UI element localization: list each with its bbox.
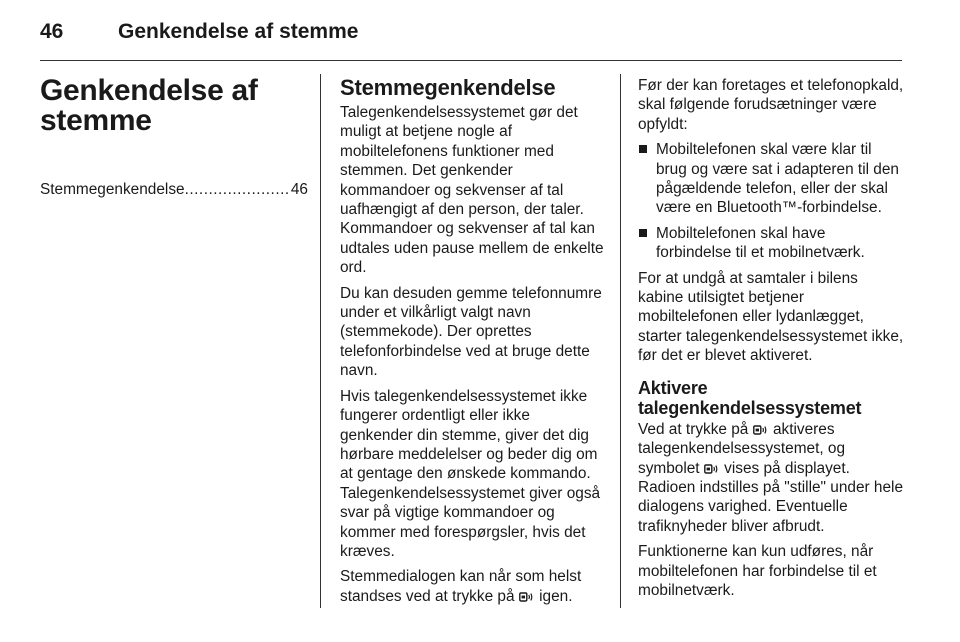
chapter-column <box>40 76 308 199</box>
list-item-text: Mobiltelefonen skal have forbindelse til et mobilnetværk. <box>656 224 865 262</box>
toc-entry-label: Stemmegenkendelse <box>40 181 185 198</box>
content-column-2 <box>340 76 606 612</box>
toc-entry-page: 46 <box>290 181 308 198</box>
subsection-title: Aktivere talegenkendelsessystemet <box>638 377 862 418</box>
page-number: 46 <box>40 20 64 43</box>
page-header <box>40 16 920 52</box>
paragraph: Du kan desuden gemme telefonnumre under et vilkårligt valgt navn (stemmekode). Der oprettes telefonforbindelse ved at bruge dette navn. <box>340 284 602 380</box>
paragraph-text: Stemmedialogen kan når som helst standses ved at trykke på <box>340 568 582 605</box>
paragraph: Hvis talegenkendelsessystemet ikke fungerer ordentligt eller ikke genkender din stemme, giver det dig hørbare meddelelser og beder dig om at gentage den ønskede kommando. Talegenkendelsessystemet giver også svar på vigtige kommandoer og kommer med forespørgsler, hvis det kræves. <box>340 387 601 560</box>
toc-leader-dots <box>185 180 291 199</box>
square-bullet-icon <box>639 229 647 237</box>
paragraph-text: vises på displayet. Radioen indstilles på "stille" under hele dialogens varighed. Eventuelle trafiknyheder bliver afbrudt. <box>638 459 904 535</box>
bullet-list <box>638 140 904 262</box>
voice-control-icon <box>704 463 720 475</box>
paragraph: For at undgå at samtaler i bilens kabine utilsigtet betjener mobiltelefonen eller lydanlægget, starter talegenkendelsessystemet ikke, før det er blevet aktiveret. <box>638 269 904 365</box>
paragraph-text: igen. <box>539 587 573 605</box>
paragraph-text: Ved at trykke på <box>638 420 749 438</box>
paragraph: Funktionerne kan kun udføres, når mobiltelefonen har forbindelse til et mobilnetværk. <box>638 543 877 599</box>
square-bullet-icon <box>639 145 647 153</box>
column-divider-1 <box>320 74 321 608</box>
paragraph <box>340 567 606 606</box>
list-item-text: Mobiltelefonen skal være klar til brug og være sat i adapteren til den pågældende telefon, eller der skal være en Bluetooth™-forbindelse. <box>656 141 899 217</box>
voice-control-icon <box>753 424 769 436</box>
content-column-3 <box>638 76 904 606</box>
column-divider-2 <box>620 74 621 608</box>
chapter-title: Genkendelse af stemme <box>40 74 258 137</box>
paragraph: Talegenkendelsessystemet gør det muligt at betjene nogle af mobiltelefonens funktioner med stemmen. Det genkender kommandoer og sekvenser af tal uafhængigt af den person, der taler. Kommandoer og sekvenser af tal kan udtales uden pause mellem de enkelte ord. <box>340 104 604 277</box>
header-rule <box>40 60 902 61</box>
paragraph: Før der kan foretages et telefonopkald, skal følgende forudsætninger være opfyldt: <box>638 77 904 133</box>
list-item <box>638 140 904 218</box>
toc-entry[interactable] <box>40 180 308 199</box>
list-item <box>638 224 904 263</box>
voice-control-icon <box>519 591 535 603</box>
running-header-title: Genkendelse af stemme <box>118 20 359 43</box>
section-title: Stemmegenkendelse <box>340 75 556 100</box>
paragraph <box>638 420 904 536</box>
paragraph-text: aktiveres talegenkendelsessystemet, og symbolet <box>638 420 846 477</box>
